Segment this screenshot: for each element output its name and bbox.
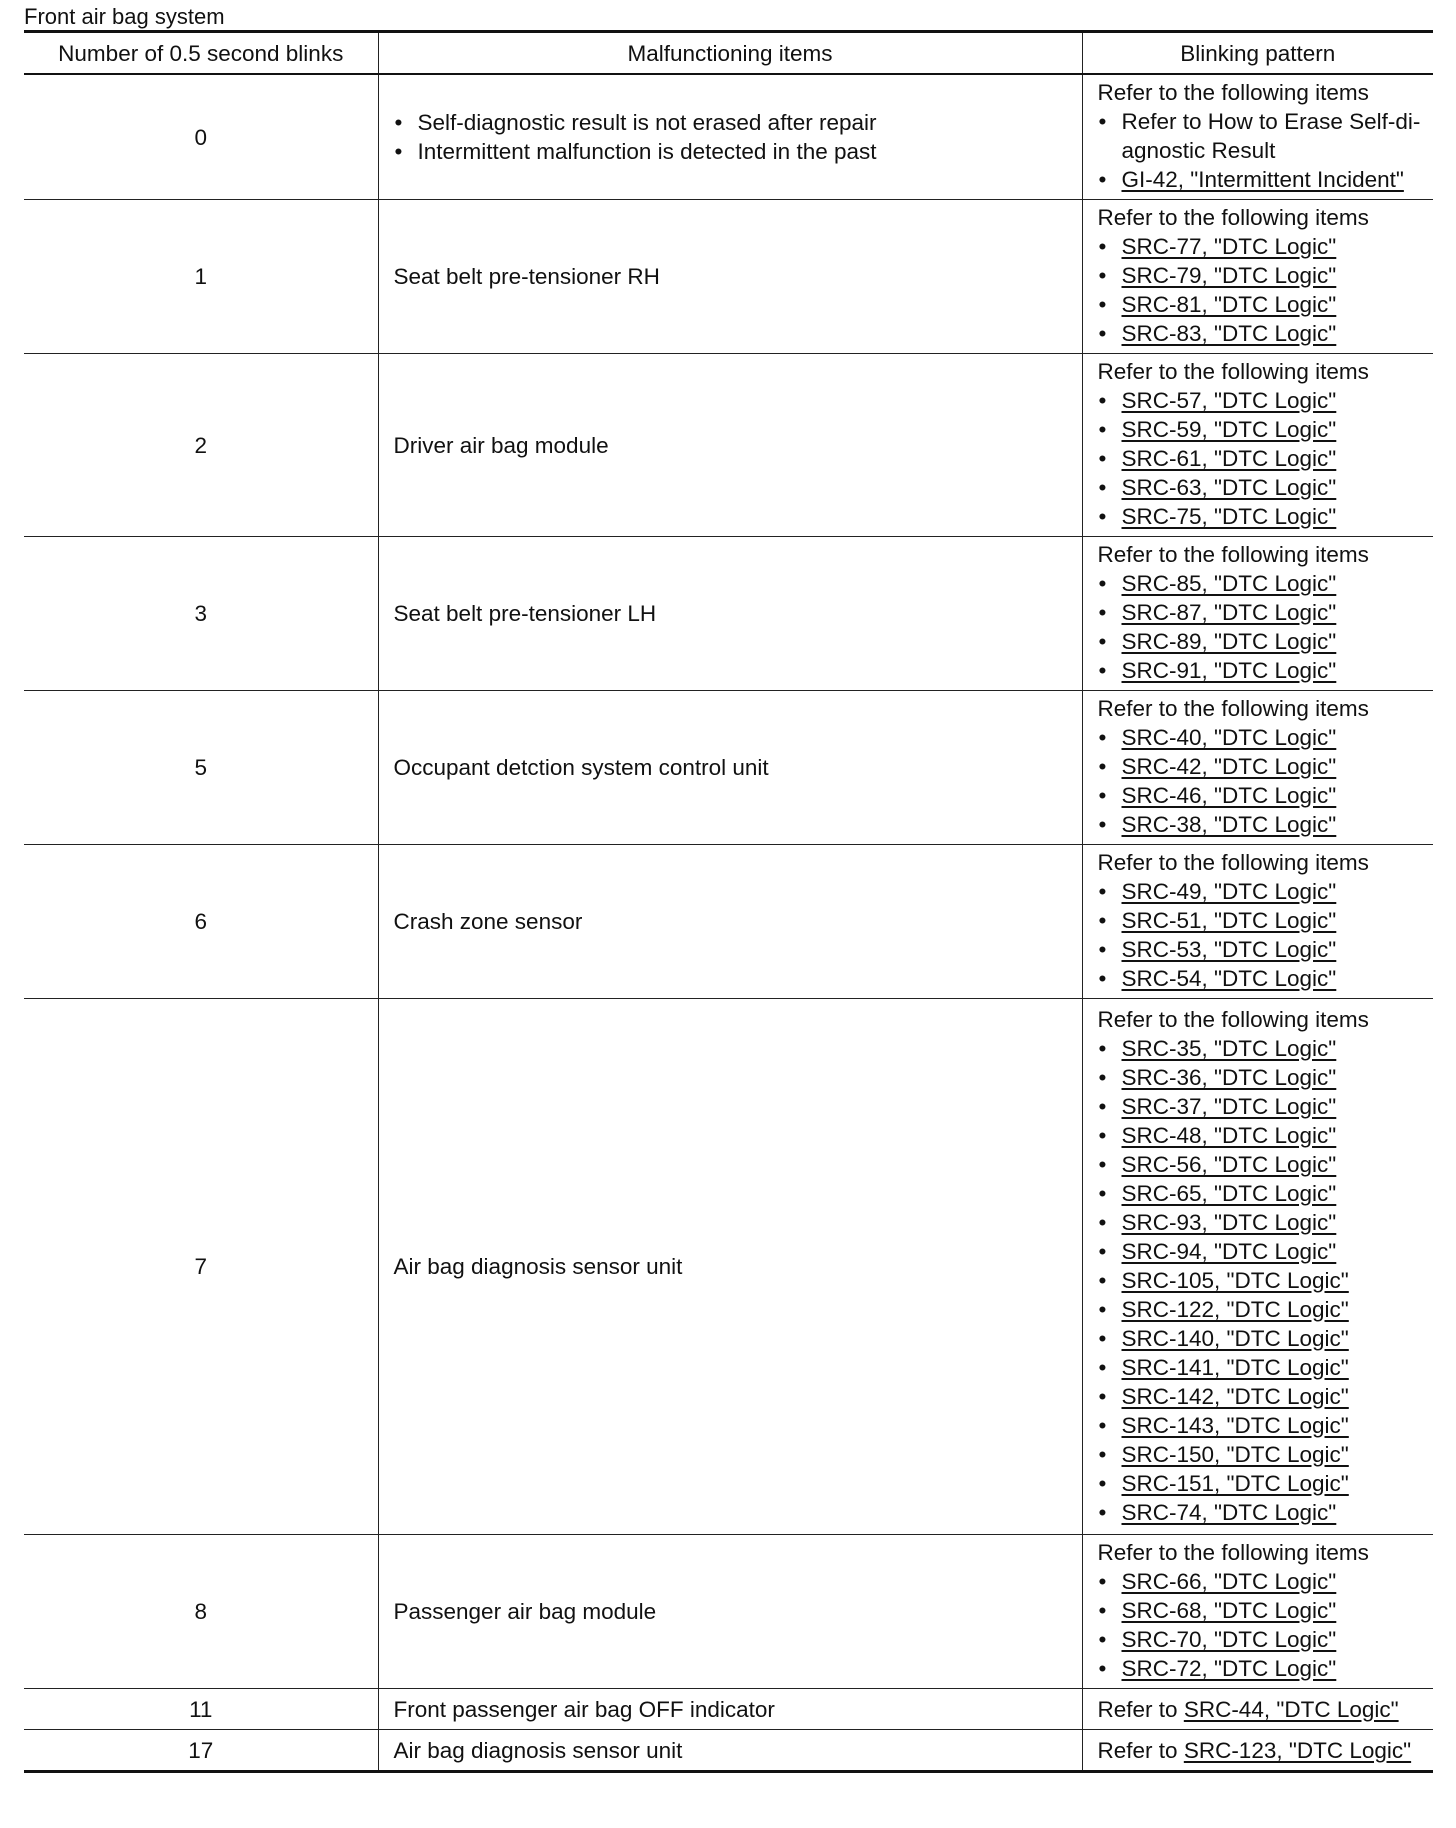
- reference-link[interactable]: SRC-48, "DTC Logic": [1121, 1122, 1337, 1148]
- reference-link[interactable]: SRC-94, "DTC Logic": [1121, 1238, 1337, 1264]
- malfunction-cell: Passenger air bag module: [378, 1535, 1082, 1689]
- table-row: [24, 1689, 1433, 1730]
- reference-link[interactable]: SRC-83, "DTC Logic": [1121, 321, 1337, 346]
- reference-link[interactable]: SRC-66, "DTC Logic": [1121, 1569, 1337, 1594]
- list-item: [1098, 232, 1426, 261]
- list-item: [1098, 810, 1426, 839]
- pattern-cell: [1082, 74, 1433, 200]
- reference-link[interactable]: SRC-150, "DTC Logic": [1121, 1441, 1349, 1467]
- reference-link[interactable]: SRC-105, "DTC Logic": [1121, 1267, 1349, 1293]
- pattern-prefix: Refer to: [1097, 1737, 1178, 1763]
- list-item: [1098, 598, 1426, 627]
- list-item: [1098, 1353, 1426, 1382]
- list-item: [1098, 1440, 1426, 1469]
- malfunction-cell: Seat belt pre-tensioner LH: [378, 537, 1082, 691]
- pattern-cell: [1082, 845, 1433, 999]
- front-air-bag-table: [24, 30, 1433, 1773]
- list-item: [1098, 1324, 1426, 1353]
- reference-link[interactable]: SRC-81, "DTC Logic": [1121, 292, 1337, 317]
- list-item: [1098, 502, 1426, 531]
- list-item: [1098, 319, 1426, 348]
- list-item: [1098, 906, 1426, 935]
- list-item: [1098, 1150, 1426, 1179]
- table-row: [24, 845, 1433, 999]
- header-malfunctioning-items: Malfunctioning items: [378, 32, 1082, 75]
- pattern-cell: [1082, 1689, 1433, 1730]
- pattern-intro: Refer to the following items: [1097, 696, 1369, 721]
- reference-link[interactable]: SRC-40, "DTC Logic": [1121, 725, 1337, 750]
- reference-link[interactable]: SRC-65, "DTC Logic": [1121, 1180, 1337, 1206]
- blinks-cell: 7: [24, 999, 378, 1535]
- pattern-cell: [1082, 200, 1433, 354]
- reference-link[interactable]: SRC-77, "DTC Logic": [1121, 234, 1337, 259]
- list-item: [1098, 1469, 1426, 1498]
- reference-link[interactable]: SRC-93, "DTC Logic": [1121, 1209, 1337, 1235]
- blinks-cell: 11: [24, 1689, 378, 1730]
- reference-link[interactable]: SRC-70, "DTC Logic": [1121, 1627, 1337, 1652]
- header-blinks: Number of 0.5 second blinks: [24, 32, 378, 75]
- malfunction-cell: Seat belt pre-tensioner RH: [378, 200, 1082, 354]
- pattern-intro: Refer to the following items: [1097, 1006, 1369, 1032]
- blinks-cell: 3: [24, 537, 378, 691]
- reference-link[interactable]: SRC-142, "DTC Logic": [1121, 1383, 1349, 1409]
- list-item: [1098, 752, 1426, 781]
- list-item: [1098, 877, 1426, 906]
- pattern-cell: [1082, 691, 1433, 845]
- blinks-cell: 8: [24, 1535, 378, 1689]
- malfunction-cell: Occupant detction system control unit: [378, 691, 1082, 845]
- list-item: [1098, 964, 1426, 993]
- pattern-intro: Refer to the following items: [1097, 80, 1369, 105]
- blinks-cell: 1: [24, 200, 378, 354]
- list-item: [1098, 1567, 1426, 1596]
- list-item: [1098, 261, 1426, 290]
- list-item: [1098, 1092, 1426, 1121]
- pattern-intro: Refer to the following items: [1097, 205, 1369, 230]
- list-item: [1098, 627, 1426, 656]
- reference-link[interactable]: SRC-68, "DTC Logic": [1121, 1598, 1337, 1623]
- malfunction-cell: Driver air bag module: [378, 354, 1082, 537]
- list-item: [1098, 723, 1426, 752]
- reference-link[interactable]: SRC-57, "DTC Logic": [1121, 388, 1337, 413]
- list-item: [1098, 656, 1426, 685]
- list-item: [1098, 1208, 1426, 1237]
- reference-link[interactable]: SRC-56, "DTC Logic": [1121, 1151, 1337, 1177]
- reference-link[interactable]: SRC-42, "DTC Logic": [1121, 754, 1337, 779]
- pattern-intro: Refer to the following items: [1097, 359, 1369, 384]
- table-row: [24, 691, 1433, 845]
- table-row: [24, 1535, 1433, 1689]
- table-row: [24, 999, 1433, 1535]
- malfunction-cell: [378, 74, 1082, 200]
- malfunction-cell: Front passenger air bag OFF indicator: [378, 1689, 1082, 1730]
- reference-link[interactable]: SRC-89, "DTC Logic": [1121, 629, 1337, 654]
- reference-link[interactable]: SRC-123, "DTC Logic": [1183, 1737, 1412, 1763]
- list-item: • Self-diagnostic result is not erased after repair: [394, 108, 1072, 137]
- header-blinking-pattern: Blinking pattern: [1082, 32, 1433, 75]
- reference-link[interactable]: SRC-75, "DTC Logic": [1121, 504, 1337, 529]
- pattern-cell: [1082, 354, 1433, 537]
- reference-link[interactable]: SRC-141, "DTC Logic": [1121, 1354, 1349, 1380]
- reference-link[interactable]: SRC-46, "DTC Logic": [1121, 783, 1337, 808]
- reference-link[interactable]: SRC-44, "DTC Logic": [1183, 1696, 1399, 1722]
- pattern-cell: [1082, 537, 1433, 691]
- blinks-cell: 0: [24, 74, 378, 200]
- reference-link[interactable]: SRC-53, "DTC Logic": [1121, 937, 1337, 962]
- header-row: [24, 32, 1433, 75]
- reference-link[interactable]: SRC-87, "DTC Logic": [1121, 600, 1337, 625]
- pattern-cell: [1082, 1730, 1433, 1772]
- list-item: [1098, 444, 1426, 473]
- table-row: [24, 354, 1433, 537]
- table-row: [24, 200, 1433, 354]
- list-item: [1098, 1411, 1426, 1440]
- malfunction-cell: Crash zone sensor: [378, 845, 1082, 999]
- list-item: [1098, 1625, 1426, 1654]
- table-row: [24, 1730, 1433, 1772]
- list-item: [1098, 1498, 1426, 1527]
- blinks-cell: 2: [24, 354, 378, 537]
- reference-link[interactable]: SRC-79, "DTC Logic": [1121, 263, 1337, 288]
- pattern-intro: Refer to the following items: [1097, 850, 1369, 875]
- reference-link[interactable]: SRC-59, "DTC Logic": [1121, 417, 1337, 442]
- pattern-intro: Refer to the following items: [1097, 1540, 1369, 1565]
- reference-link[interactable]: SRC-151, "DTC Logic": [1121, 1470, 1349, 1496]
- pattern-cell: [1082, 999, 1433, 1535]
- list-item: [1098, 781, 1426, 810]
- list-item: [1098, 415, 1426, 444]
- table-caption: Front air bag system: [24, 4, 225, 29]
- reference-link[interactable]: SRC-54, "DTC Logic": [1121, 966, 1337, 991]
- list-item: [1098, 165, 1426, 194]
- list-item: [1098, 1121, 1426, 1150]
- reference-link[interactable]: SRC-61, "DTC Logic": [1121, 446, 1337, 471]
- list-item: [1098, 1266, 1426, 1295]
- reference-link[interactable]: SRC-122, "DTC Logic": [1121, 1296, 1349, 1322]
- blinks-cell: 6: [24, 845, 378, 999]
- list-item: [1098, 107, 1426, 165]
- list-item: [1098, 569, 1426, 598]
- malfunction-cell: Air bag diagnosis sensor unit: [378, 999, 1082, 1535]
- reference-link[interactable]: SRC-36, "DTC Logic": [1121, 1064, 1337, 1090]
- pattern-intro: Refer to the following items: [1097, 542, 1369, 567]
- reference-link[interactable]: SRC-38, "DTC Logic": [1121, 812, 1337, 837]
- list-item: [1098, 1063, 1426, 1092]
- blinks-cell: 17: [24, 1730, 378, 1772]
- blinks-cell: 5: [24, 691, 378, 845]
- reference-link[interactable]: GI-42, "Intermittent Incident": [1121, 167, 1404, 192]
- reference-link[interactable]: SRC-85, "DTC Logic": [1121, 571, 1337, 596]
- malfunction-cell: Air bag diagnosis sensor unit: [378, 1730, 1082, 1772]
- list-item: [1098, 1654, 1426, 1683]
- reference-link[interactable]: SRC-91, "DTC Logic": [1121, 658, 1337, 683]
- pattern-cell: [1082, 1535, 1433, 1689]
- reference-link[interactable]: SRC-72, "DTC Logic": [1121, 1656, 1337, 1681]
- reference-link[interactable]: SRC-51, "DTC Logic": [1121, 908, 1337, 933]
- reference-link[interactable]: SRC-63, "DTC Logic": [1121, 475, 1337, 500]
- reference-link[interactable]: SRC-74, "DTC Logic": [1121, 1499, 1337, 1525]
- pattern-prefix: Refer to: [1097, 1696, 1178, 1722]
- list-item: [1098, 290, 1426, 319]
- list-item: [1098, 935, 1426, 964]
- list-item: [1098, 1382, 1426, 1411]
- reference-link[interactable]: SRC-37, "DTC Logic": [1121, 1093, 1337, 1119]
- table-row: [24, 537, 1433, 691]
- list-item: [1098, 1179, 1426, 1208]
- reference-link[interactable]: SRC-143, "DTC Logic": [1121, 1412, 1349, 1438]
- table-row: [24, 74, 1433, 200]
- reference-link[interactable]: SRC-49, "DTC Logic": [1121, 879, 1337, 904]
- list-item: [1098, 1596, 1426, 1625]
- list-item: [1098, 1295, 1426, 1324]
- list-item: [1098, 1237, 1426, 1266]
- list-item: [1098, 1034, 1426, 1063]
- list-item: [1098, 473, 1426, 502]
- reference-link[interactable]: SRC-35, "DTC Logic": [1121, 1035, 1337, 1061]
- erase-result-text: Refer to How to Erase Self-di- agnostic Result: [1121, 109, 1421, 163]
- reference-link[interactable]: SRC-140, "DTC Logic": [1121, 1325, 1349, 1351]
- list-item: [1098, 386, 1426, 415]
- list-item: • Intermittent malfunction is detected in the past: [394, 137, 1072, 166]
